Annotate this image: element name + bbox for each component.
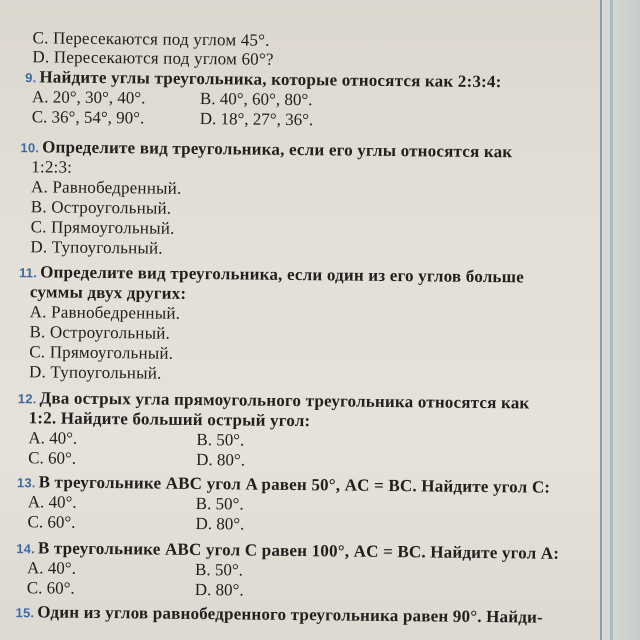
q11-text-line2: суммы двух других: <box>29 282 187 303</box>
q13-option-c: C. 60°. <box>27 512 76 532</box>
q15-text: Один из углов равнобедренного треугольника равен 90°. Найди- <box>37 602 544 627</box>
q14-option-a: A. 40°. <box>26 558 76 578</box>
exercise-list <box>1 0 583 640</box>
q9-number: 9. <box>25 70 37 86</box>
q10-text-line1: Определите вид треугольника, если его углы относятся как <box>42 137 513 162</box>
q9-option-b: B. 40°, 60°, 80°. <box>199 89 313 110</box>
q9-option-a: A. 20°, 30°, 40°. <box>31 87 146 108</box>
q12-text-line1: Два острых угла прямоугольного треугольника относятся как <box>39 388 530 413</box>
q9-option-d: D. 18°, 27°, 36°. <box>199 109 314 130</box>
q11-option-d: D. Тупоугольный. <box>29 362 162 383</box>
q13-option-d: D. 80°. <box>195 513 245 534</box>
q10-number: 10. <box>20 140 40 156</box>
q10-option-b: B. Остроугольный. <box>30 197 172 218</box>
q13-option-a: A. 40°. <box>27 492 77 512</box>
q11-text-line1: Определите вид треугольника, если один из его углов больше <box>40 262 525 287</box>
q14-question <box>16 538 559 565</box>
q14-option-b: B. 50°. <box>194 559 244 580</box>
q9-text: Найдите углы треугольника, которые относятся как 2:3:4: <box>39 67 502 92</box>
q13-number: 13. <box>16 475 36 491</box>
q12-option-d: D. 80°. <box>196 449 246 470</box>
q14-text: В треугольнике ABC угол C равен 100°, AC = BC. Найдите угол A: <box>37 538 560 563</box>
q14-option-c: C. 60°. <box>26 578 75 598</box>
q10-option-a: A. Равнобедренный. <box>30 177 182 198</box>
q8-option-d: D. Пересекаются под углом 60°? <box>32 47 274 69</box>
q14-number: 14. <box>16 541 36 557</box>
q10-question <box>20 137 512 163</box>
q15-number: 15. <box>15 605 35 621</box>
q10-text-line2: 1:2:3: <box>31 157 73 177</box>
q11-number: 11. <box>19 265 38 281</box>
q11-option-b: B. Остроугольный. <box>29 322 171 343</box>
q11-option-a: A. Равнобедренный. <box>29 302 181 323</box>
q13-text: В треугольнике ABC угол A равен 50°, AC = BC. Найдите угол C: <box>38 472 551 497</box>
q8-option-c: C. Пересекаются под углом 45°. <box>32 28 270 50</box>
q12-number: 12. <box>17 391 37 407</box>
q12-option-b: B. 50°. <box>196 429 245 450</box>
q11-option-c: C. Прямоугольный. <box>29 342 174 363</box>
q13-question <box>17 472 550 499</box>
q10-option-c: C. Прямоугольный. <box>30 217 175 238</box>
q12-option-c: C. 60°. <box>28 448 77 468</box>
q10-option-d: D. Тупоугольный. <box>30 237 163 258</box>
q14-option-d: D. 80°. <box>194 579 244 600</box>
q13-option-b: B. 50°. <box>195 493 244 514</box>
q15-question <box>15 602 543 629</box>
q9-option-c: C. 36°, 54°, 90°. <box>31 107 145 128</box>
page-edge <box>600 0 640 640</box>
q12-text-line2: 1:2. Найдите больший острый угол: <box>28 408 311 431</box>
q12-option-a: A. 40°. <box>28 428 78 448</box>
